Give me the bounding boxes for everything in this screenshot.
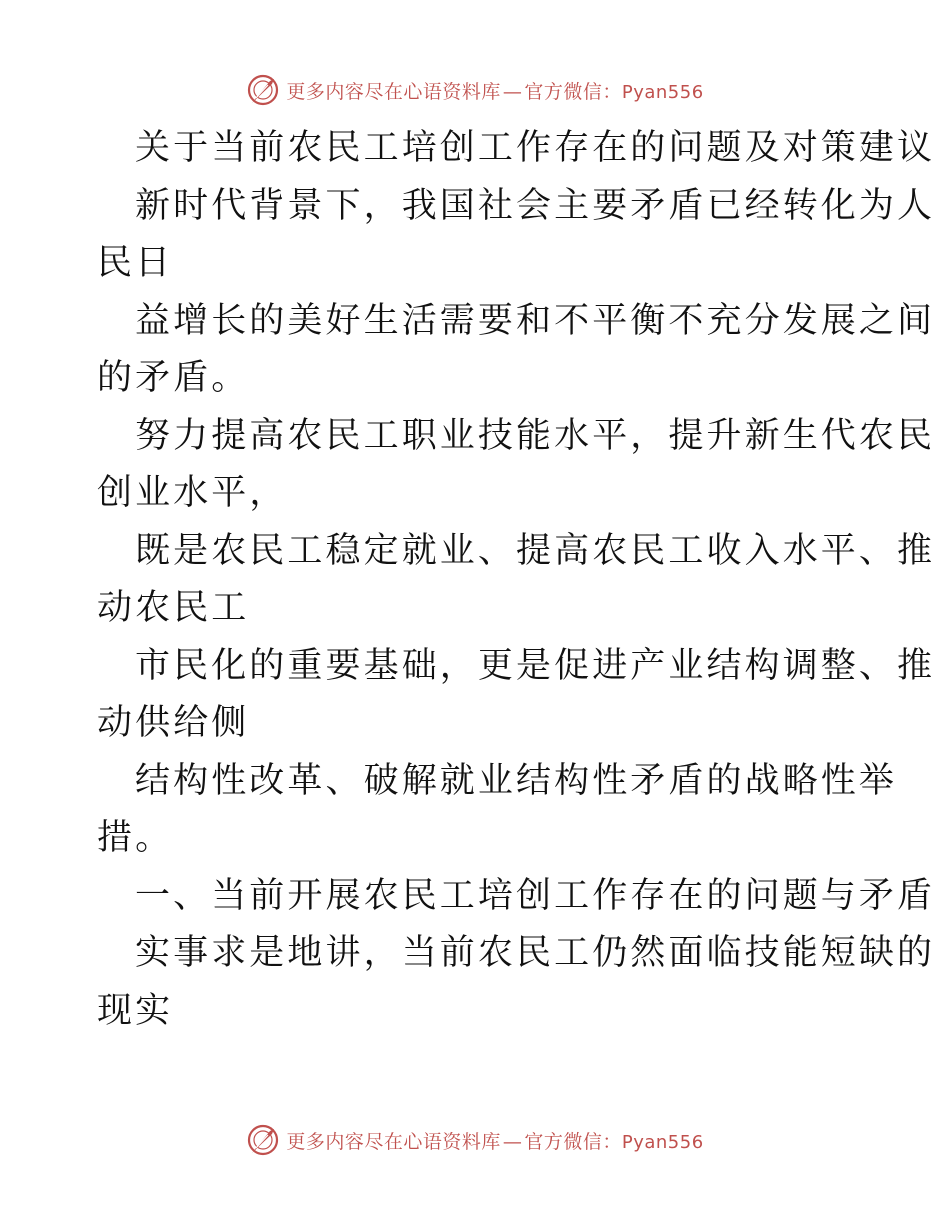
doc-line: 既是农民工稳定就业、提高农民工收入水平、推 (135, 530, 936, 571)
doc-line: 动农民工 (97, 588, 250, 628)
watermark-title: 更多内容尽在心语资料库 (286, 80, 501, 103)
doc-line: 民日 (97, 243, 174, 283)
doc-line: 措。 (97, 818, 174, 858)
watermark-text (286, 1127, 703, 1154)
watermark-wechat-id: Pyan556 (621, 1131, 704, 1153)
watermark-wechat-id: Pyan556 (621, 81, 704, 103)
quill-seal-icon (246, 73, 280, 107)
watermark-title: 更多内容尽在心语资料库 (286, 1130, 501, 1153)
header-watermark (0, 70, 950, 110)
doc-line: 努力提高农民工职业技能水平，提升新生代农民 (135, 415, 936, 456)
doc-line: 的矛盾。 (97, 358, 250, 398)
doc-line: 益增长的美好生活需要和不平衡不充分发展之间 (135, 300, 936, 341)
section-heading: 一、当前开展农民工培创工作存在的问题与矛盾 (135, 875, 936, 916)
quill-seal-icon (246, 1123, 280, 1157)
doc-line: 现实 (97, 990, 174, 1031)
watermark-text (286, 77, 703, 104)
watermark-wechat-label: 官方微信： (524, 80, 622, 103)
doc-line: 市民化的重要基础，更是促进产业结构调整、推 (135, 645, 936, 686)
doc-line: 动供给侧 (97, 703, 250, 743)
footer-watermark (0, 1120, 950, 1160)
doc-line: 结构性改革、破解就业结构性矛盾的战略性举 (135, 760, 898, 801)
doc-title: 关于当前农民工培创工作存在的问题及对策建议 (135, 128, 936, 168)
doc-line: 新时代背景下，我国社会主要矛盾已经转化为人 (135, 185, 936, 226)
watermark-dash: — (502, 1130, 523, 1153)
document-body (97, 120, 936, 1040)
doc-line: 实事求是地讲，当前农民工仍然面临技能短缺的 (135, 933, 936, 973)
doc-line: 创业水平， (97, 473, 288, 513)
watermark-dash: — (502, 80, 523, 103)
watermark-wechat-label: 官方微信： (524, 1130, 622, 1153)
